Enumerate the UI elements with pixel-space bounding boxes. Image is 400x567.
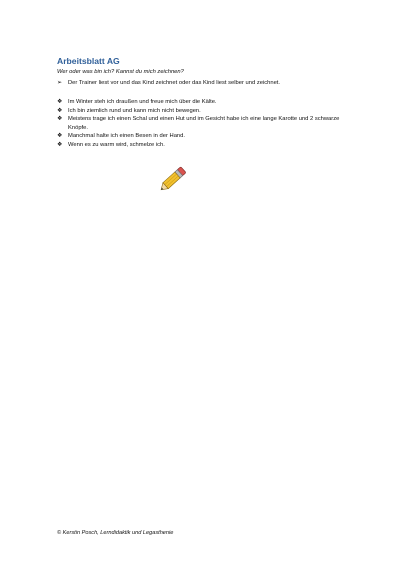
worksheet-title: Arbeitsblatt AG <box>57 56 120 66</box>
list-item <box>57 141 357 150</box>
riddle-text: Meistens trage ich einen Schal und einen Hut und im Gesicht habe ich eine lange Karotte und 2 schwarze Knöpfe. <box>68 116 340 131</box>
riddle-text: Wenn es zu warm wird, schmelze ich. <box>68 141 165 148</box>
instruction-text: Der Trainer liest vor und das Kind zeichnet oder das Kind liest selber und zeichnet. <box>68 80 281 86</box>
riddle-list <box>57 98 357 150</box>
pencil-icon <box>155 162 191 196</box>
arrow-bullet-icon: ➢ <box>57 80 63 86</box>
instruction-line <box>57 79 280 86</box>
copyright-footer: © Kerstin Posch, Lerndidaktik und Legasthenie <box>57 530 174 536</box>
diamond-bullet-icon: ❖ <box>57 116 63 123</box>
list-item <box>57 98 357 107</box>
diamond-bullet-icon: ❖ <box>57 141 63 148</box>
riddle-text: Manchmal halte ich einen Besen in der Hand. <box>68 133 185 140</box>
list-item <box>57 115 357 132</box>
list-item <box>57 132 357 141</box>
list-item <box>57 107 357 116</box>
diamond-bullet-icon: ❖ <box>57 107 63 114</box>
riddle-text: Im Winter steh ich draußen und freue mich über die Kälte. <box>68 99 217 105</box>
diamond-bullet-icon: ❖ <box>57 99 63 105</box>
worksheet-subtitle: Wer oder was bin ich? Kannst du mich zeichnen? <box>57 69 184 75</box>
riddle-text: Ich bin ziemlich rund und kann mich nicht bewegen. <box>68 107 201 114</box>
diamond-bullet-icon: ❖ <box>57 133 63 140</box>
